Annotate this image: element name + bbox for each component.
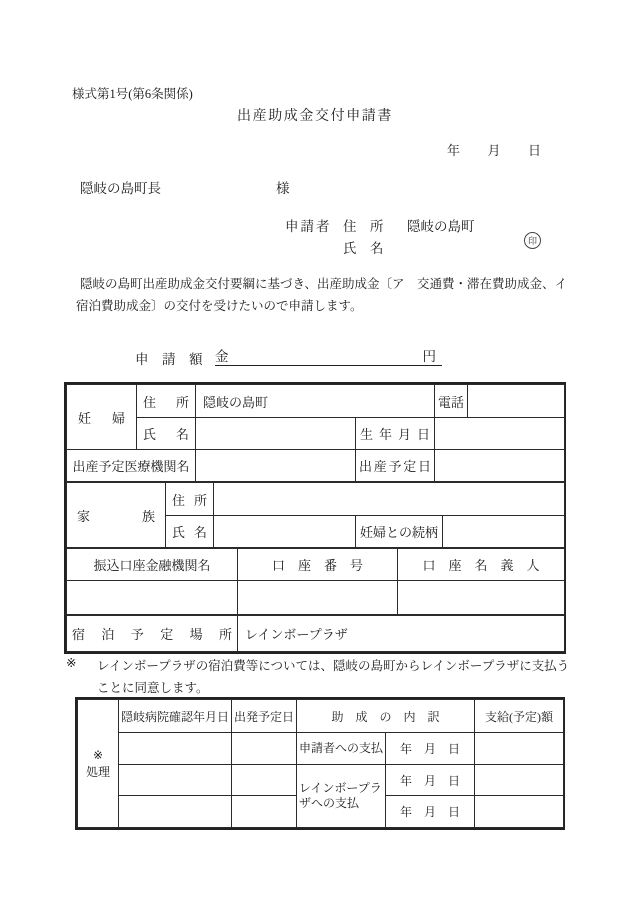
processing-marker: ※ xyxy=(92,747,104,762)
applicant-label: 申請者 xyxy=(285,219,332,234)
hospital-label: 出産予定医療機関名 xyxy=(67,450,196,482)
relation-label: 妊婦との続柄 xyxy=(356,516,443,548)
hospital-confirm-date-cell-1 xyxy=(119,733,232,765)
amount-prefix: 金 xyxy=(215,349,229,364)
account-number-label: 口 座 番 号 xyxy=(238,549,398,581)
family-name-label: 氏名 xyxy=(166,516,214,548)
lodging-label: 宿 泊 予 定 場 所 xyxy=(67,616,238,652)
payment-amount-header: 支給(予定)額 xyxy=(475,700,564,733)
seal-mark-icon xyxy=(524,232,541,249)
note-line-2: ことに同意します。 xyxy=(97,681,209,695)
bank-name-label: 振込口座金融機関名 xyxy=(67,549,238,581)
note-text xyxy=(97,655,575,699)
amount-blank-line xyxy=(215,345,442,366)
pregnant-woman-section xyxy=(66,384,565,482)
processing-label: 処理 xyxy=(85,764,110,779)
rainbow-plaza-payment-amount-cell-1 xyxy=(475,765,564,796)
phone-value-cell xyxy=(468,385,565,418)
hospital-confirm-date-header: 隠岐病院確認年月日 xyxy=(119,700,232,733)
departure-date-cell-3 xyxy=(232,796,297,828)
pw-address-label: 住所 xyxy=(137,385,196,418)
applicant-name-label: 氏 名 xyxy=(343,241,384,256)
date-line xyxy=(447,140,541,159)
applicant-payment-date: 年 月 日 xyxy=(386,733,475,765)
due-date-value-cell xyxy=(435,450,565,482)
seal-character: 印 xyxy=(527,236,537,246)
addressee-honorific: 様 xyxy=(276,181,290,196)
body-line-1: 隠岐の島町出産助成金交付要綱に基づき、出産助成金〔ア 交通費・滞在費助成金、イ xyxy=(80,277,568,291)
applicant-payment-amount-cell xyxy=(475,733,564,765)
rainbow-plaza-payment-date-1: 年 月 日 xyxy=(386,765,475,796)
applicant-address-value: 隠岐の島町 xyxy=(407,219,475,234)
rainbow-plaza-payment-amount-cell-2 xyxy=(475,796,564,828)
main-table xyxy=(64,382,566,654)
lodging-section xyxy=(66,615,565,652)
form-number: 様式第1号(第6条関係) xyxy=(72,87,193,101)
pw-name-label: 氏名 xyxy=(137,418,196,450)
addressee: 隠岐の島町長 xyxy=(80,181,161,196)
birthdate-value-cell xyxy=(435,418,565,450)
due-date-label: 出産予定日 xyxy=(356,450,435,482)
hospital-confirm-date-cell-2 xyxy=(119,765,232,796)
departure-date-cell-1 xyxy=(232,733,297,765)
relation-value-cell xyxy=(443,516,565,548)
bank-name-value-cell xyxy=(67,581,238,615)
amount-label: 申 請 額 xyxy=(135,352,203,367)
rainbow-plaza-payment-date-2: 年 月 日 xyxy=(386,796,475,828)
family-address-value-cell xyxy=(214,483,565,516)
hospital-confirm-date-cell-3 xyxy=(119,796,232,828)
processing-side-label xyxy=(78,700,119,828)
family-section xyxy=(66,482,565,548)
hospital-value-cell xyxy=(196,450,356,482)
account-holder-label: 口 座 名 義 人 xyxy=(398,549,565,581)
applicant-payment-label: 申請者への支払 xyxy=(297,733,386,765)
applicant-address-label: 住 所 xyxy=(343,219,384,234)
family-name-value-cell xyxy=(214,516,356,548)
pw-name-value-cell xyxy=(196,418,356,450)
body-line-2: 宿泊費助成金〕の交付を受けたいので申請します。 xyxy=(76,299,363,313)
page-title: 出産助成金交付申請書 xyxy=(237,109,393,124)
date-day-label: 日 xyxy=(527,143,541,158)
date-year-label: 年 xyxy=(447,143,461,158)
departure-date-header: 出発予定日 xyxy=(232,700,297,733)
family-label: 家族 xyxy=(67,483,166,548)
phone-label: 電話 xyxy=(435,385,468,418)
processing-table xyxy=(75,697,565,830)
bank-section xyxy=(66,548,565,615)
date-month-label: 月 xyxy=(487,143,501,158)
pregnant-woman-label: 妊婦 xyxy=(67,385,137,450)
birthdate-label: 生年月日 xyxy=(356,418,435,450)
account-holder-value-cell xyxy=(398,581,565,615)
subsidy-breakdown-header: 助 成 の 内 訳 xyxy=(297,700,475,733)
account-number-value-cell xyxy=(238,581,398,615)
departure-date-cell-2 xyxy=(232,765,297,796)
note-marker: ※ xyxy=(66,656,77,670)
lodging-value: レインボープラザ xyxy=(238,616,565,652)
body-paragraph xyxy=(76,273,568,317)
amount-suffix: 円 xyxy=(422,349,436,364)
pw-address-value: 隠岐の島町 xyxy=(196,385,435,418)
note-line-1: レインボープラザの宿泊費等については、隠岐の島町からレインボープラザに支払う xyxy=(97,659,570,673)
rainbow-plaza-payment-label: レインボープラザへの支払 xyxy=(297,765,386,828)
family-address-label: 住所 xyxy=(166,483,214,516)
